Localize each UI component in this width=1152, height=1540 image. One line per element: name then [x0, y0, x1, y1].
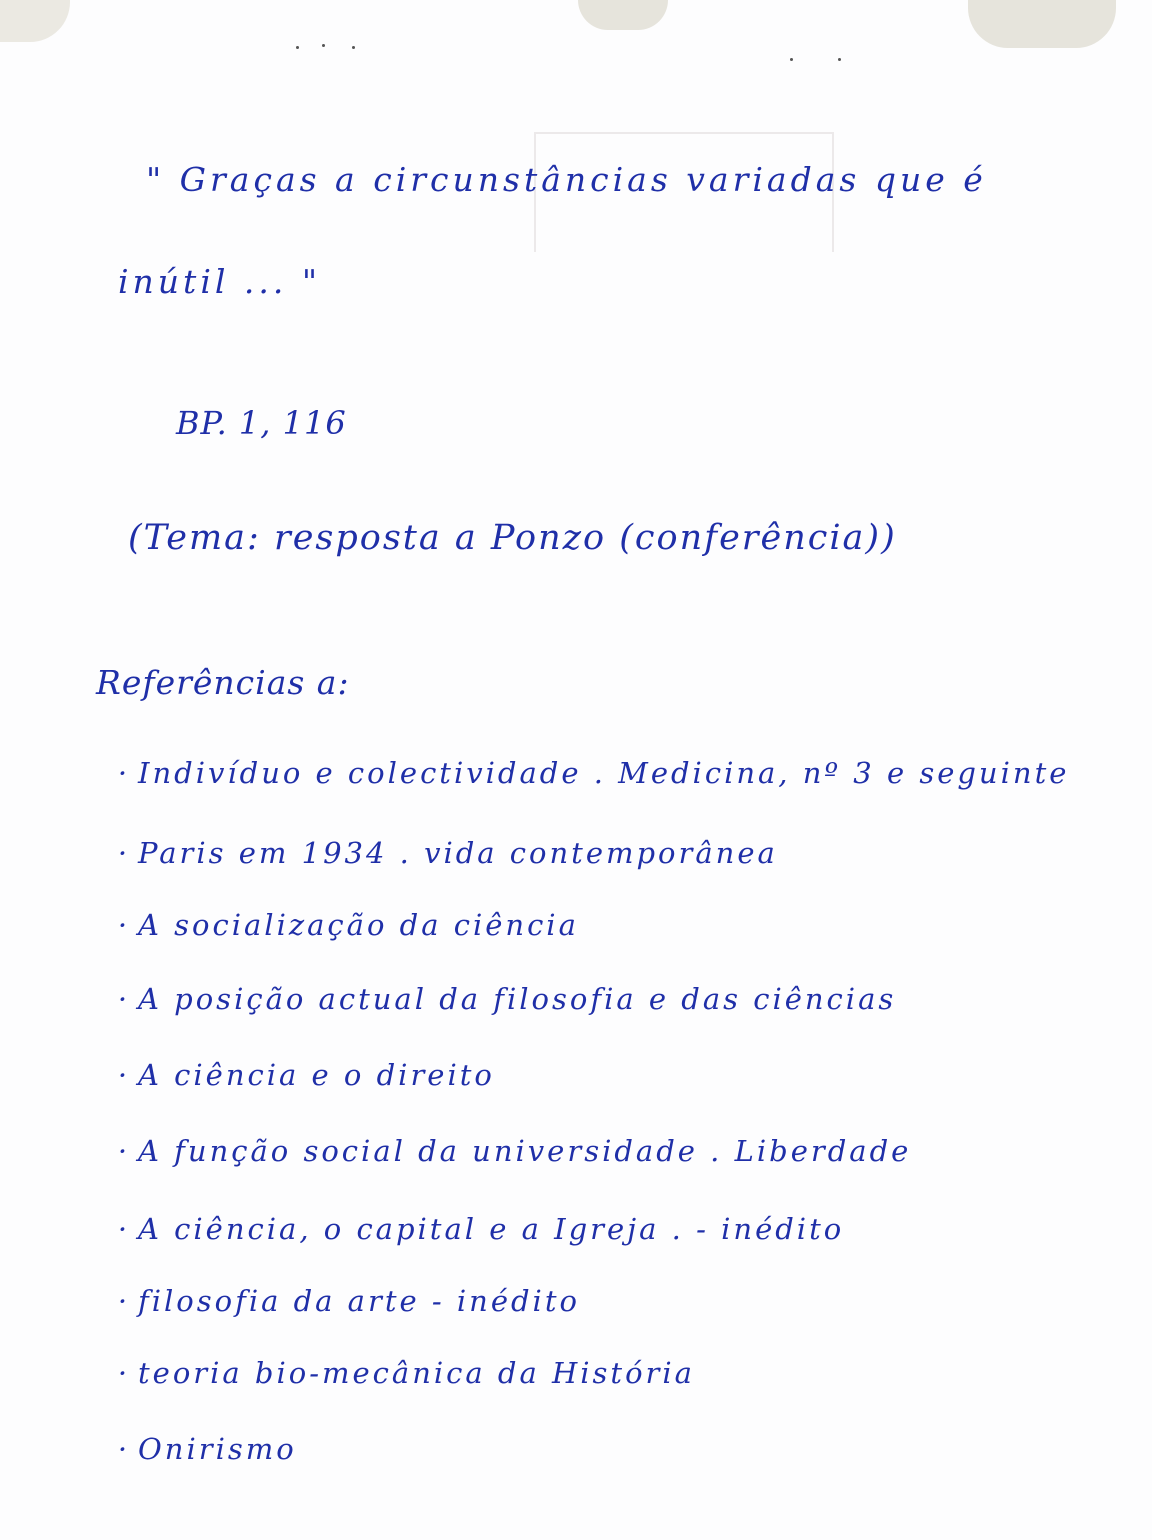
bullet-icon: ·	[117, 1058, 131, 1092]
torn-edge	[0, 0, 70, 42]
theme-note: (Tema: resposta a Ponzo (conferência))	[128, 518, 897, 558]
list-item	[110, 908, 579, 942]
list-item	[110, 1432, 297, 1466]
list-item-text: Indivíduo e colectividade . Medicina, nº 3 e seguinte	[138, 756, 1070, 790]
list-item-text: teoria bio-mecânica da História	[138, 1356, 695, 1390]
pin-dot	[296, 46, 299, 49]
list-item-text: A posição actual da filosofia e das ciências	[138, 982, 897, 1016]
list-item-text: A função social da universidade . Liberdade	[138, 1134, 912, 1168]
list-item	[110, 1284, 580, 1318]
list-item-text: Onirismo	[138, 1432, 297, 1466]
list-item-text: A ciência e o direito	[138, 1058, 495, 1092]
pin-dot	[838, 58, 841, 61]
pin-dot	[352, 46, 355, 49]
list-item-text: A ciência, o capital e a Igreja . - inédito	[138, 1212, 845, 1246]
list-item-text: Paris em 1934 . vida contemporânea	[138, 836, 778, 870]
bullet-icon: ·	[117, 1356, 131, 1390]
source-reference: BP. 1, 116	[176, 404, 347, 442]
bullet-icon: ·	[117, 1134, 131, 1168]
list-item-text: filosofia da arte - inédito	[138, 1284, 580, 1318]
list-item	[110, 1212, 844, 1246]
bullet-icon: ·	[117, 982, 131, 1016]
list-item	[110, 982, 896, 1016]
pin-dot	[322, 44, 325, 47]
list-item	[110, 756, 1069, 790]
references-heading: Referências a:	[96, 663, 350, 702]
bullet-icon: ·	[117, 1432, 131, 1466]
list-item-text: A socialização da ciência	[138, 908, 579, 942]
list-item	[110, 836, 778, 870]
list-item	[110, 1356, 695, 1390]
torn-edge	[578, 0, 668, 30]
bullet-icon: ·	[117, 1212, 131, 1246]
bullet-icon: ·	[117, 756, 131, 790]
torn-edge	[968, 0, 1116, 48]
bullet-icon: ·	[117, 908, 131, 942]
quote-line-1: " Graças a circunstâncias variadas que é	[146, 160, 987, 199]
pin-dot	[790, 58, 793, 61]
list-item	[110, 1134, 911, 1168]
quote-line-2: inútil ... "	[118, 262, 322, 301]
bullet-icon: ·	[117, 836, 131, 870]
bullet-icon: ·	[117, 1284, 131, 1318]
list-item	[110, 1058, 495, 1092]
